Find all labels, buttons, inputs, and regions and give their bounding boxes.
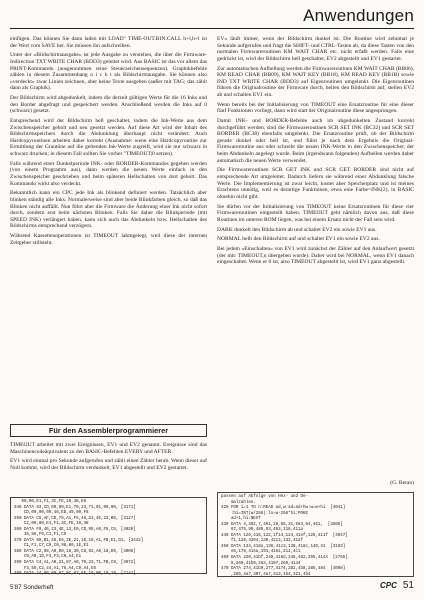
paragraph: Unter der »Bildschirmausgabe« ist jede Ausgabe zu verstehen, die über die Firmware-Indirection TXT WRITE CHAR (BDD3) geleitet wird. Aus BASIC ist das vor allem das PRINT-Kommando (ausgenommen reine Steuerzeichensequenzen). Graphikbefehle zählen in diesem Zusammenhang n i c h t als Bildschirmausgabe. Sie können also »verdeckt« zwar Linien zeichnen, aber keine Texte ausgeben (außer mit TAG; das zählt dann als Graphik). bbox=[10, 52, 207, 92]
paragraph: EV1 wird einmal pro Sekunde aufgerufen und zählt einen Zähler herab. Wenn dieser auf Null kommt, wird der Bildschirm verdunkelt, EV1 abgestellt und EV2 gestartet. bbox=[10, 458, 207, 471]
listing-line: 35,85,F0,C1,F1,C9 bbox=[14, 533, 67, 538]
listing-line: ,296,4a7,307,4a7,313,4b4,321,4b4 bbox=[221, 572, 311, 577]
paragraph: TIMEOUT arbeitet mit zwei Ereignissen, EV1 und EV2 genannt. Ereignisse sind das Maschinencodeäquivalent zu den BASIC-Befehlen EVERY und AFTER. bbox=[10, 442, 207, 455]
listing-line: 00,00,E1,F1,3C,FE,10,38,E6 bbox=[14, 500, 87, 504]
listing-line: ad+1,hi:NEXT bbox=[221, 517, 261, 522]
listing-line: C2,00,00,E1,F1,3C,FE,10,38 bbox=[14, 522, 89, 527]
paragraph: Der Bildschirm wird abgedunkelt, indem die derzeit gültigen Werte für die 16 Inks und den Border abgefragt und gespeichert werden. Anschließend werden die Inks auf 0 (schwarz) gesetzt. bbox=[10, 95, 207, 115]
listing-line: C1,F1,C7,C9,C0,98,80,1E,E1 bbox=[14, 544, 89, 549]
listing-line: 8,260,41b9,263,4107,269,4144 bbox=[221, 561, 301, 566]
paragraph: NORMAL hellt den Bildschirm auf und schaltet EV1 ein sowie EV2 aus. bbox=[217, 236, 380, 243]
author-signature: (G. Beran) bbox=[390, 480, 414, 486]
code-listing-left bbox=[10, 497, 207, 577]
paragraph: Sie dürfen vor der Initialisierung von TIMEOUT keine Ersatzroutinen für diese vier Firmwareroutinen eingestellt haben. TIMEOUT geht nämlich davon aus, daß diese Routinen im unteren ROM liegen, was bei einem Ersatz nicht der Fall sein wird. bbox=[217, 203, 414, 223]
paragraph: Bekanntlich kann ein CPC jede Ink als blinkend definiert werden. Tatsächlich aber blinken ständig alle Inks. Normalerweise sind aber beide Blinkfarben gleich, so daß das Blinken nicht auffällt. Nun führt aber die Firmware die Änderung einer Ink nicht sofort durch, sondern erst beim nächsten Blinken. Falls Sie daher die Blinkperiode (mit SPEED INK) verlängert haben, kann sich auch das Abdunkeln bzw. Hellschalten des Bildschirms entsprechend verzögern. bbox=[10, 190, 207, 230]
listing-line: 380 DATA C2,98,A0,D0,18,30,C8,92,A0,18,D6, [4005] bbox=[14, 549, 136, 554]
listing-line: 420 FOR i=1 TO n:READ ad,w:ad=ad+hw:w=w+hi [4041] bbox=[221, 506, 346, 511]
listing-line: 390 DATA C4,A1,A0,21,87,A0,70,23,71,FB,C9, [3072] bbox=[14, 561, 136, 566]
listing-line: C9,A0,1D,F3,F3,C0,A4,E1 bbox=[14, 555, 82, 560]
listing-line: 430 DATA 4,492,7,461,28,65,31,663,64,461, [3505] bbox=[221, 522, 343, 527]
section-box-title: Für den Assemblerprogrammierer bbox=[10, 424, 207, 437]
paragraph: DARK dunkelt den Bildschirm ab und schaltet EV2 ein sowie EV1 aus. bbox=[217, 226, 377, 233]
paragraph: Die Firmwareroutinen SCR GET INK und SCR GET BORDER sind nicht auf entsprechende Art umgeleitet. Dadurch liefern sie während einer Abdunklung falsche Werte. Die Implementierung ist zwar leicht, kostet aber Speicherplatz und ist meines Erachtens unnötig, weil es derartige Funktionen, etwa eine Farbe=INK(2), in BASIC ohnehin nicht gibt. bbox=[217, 167, 414, 200]
paragraph: Zur automatischen Aufhellung werden die Firmwareroutinen KM WAIT CHAR (BB06), KM READ CHAR (BB09), KM WAIT KEY (BB18), KM READ KEY (BB1B) sowie IND TXT WRITE CHAR (BDD3) auf Eigenroutinen umgelenkt. Die Eigenroutinen führen die Originalroutine der Firmware durch, hellen den Bildschirm auf, stellen EV2 ab und schalten EV1 ein. bbox=[217, 65, 414, 98]
code-listing-right bbox=[217, 492, 414, 577]
listing-line: 450 DATA 134,418a,136,41c3,138,418c,140,41 [3193] bbox=[221, 544, 346, 549]
paragraph: Falls während einer Dunkelperiode INK- oder BORDER-Kommandos gegeben werden (von einem Programm aus), dann werden die neuen Werte einfach in den Zwischenspeicher geschrieben und beim späteren Hellschalten von dort geholt. Das Kommando wirkt also verdeckt. bbox=[10, 160, 207, 187]
listing-line: e5,178,414a,191,4161,212,4c1 bbox=[221, 550, 301, 555]
header-rule bbox=[10, 28, 414, 29]
paragraph: einfügen. Das können Sie dann laden mit LOAD" TIME-OUT.BIN:CALL h+l,h+l ist der Wert vom SAVE her. Sie müssen ihn aufschreiben. bbox=[10, 36, 207, 49]
listing-line: 360 DATA F0,46,23,4E,13,E0,CD,95,A0,F5,C5, [4020] bbox=[14, 527, 136, 532]
paragraph: Wenn bereits bei der Initialisierung von TIMEOUT eine Ersatzroutine für eine dieser fünf Funktionen vorliegt, dann wird statt der Originalroutine diese angesprungen. bbox=[217, 101, 414, 115]
listing-line: 370 DATA 89,B1,46,E6,2E,21,10,18,A1,FB,E1,D1, [3442] bbox=[14, 538, 144, 543]
issue-label: 5'87 Sonderheft bbox=[10, 584, 54, 591]
right-column bbox=[217, 36, 414, 269]
listing-line: 340 DATA 83,CD,00,00,E1,70,23,71,01,00,00, [3171] bbox=[14, 505, 136, 510]
cpc-logo: CPC bbox=[379, 581, 397, 590]
listing-line: 440 DATA 120,416,122,1f14,124,41ef,126,411f [4047] bbox=[221, 533, 348, 538]
paragraph: Entsprechend wird der Bildschirm hell geschaltet, indem die Ink-Werte aus dem Zwischenspeicher geholt und neu gesetzt werden. Auf diese Art wird der Inhalt des Bildschirmspeichers durch die Abdunklung überhaupt nicht verändert. Auch Hardcopyroutinen arbeiten daher korrekt (Ausnahme: wenn eine Hardcopyroutine zur Ermittlung der Grautöne auf die geltenden Ink-Werte zugreift, wird sie nur schwarz in schwarz drucken; in diesem Fall sollten Sie vorher "TIMEOUT|0 setzen). bbox=[10, 118, 207, 158]
listing-line: :hi=INT(w/256):lo=w-256*hi:POKE bbox=[221, 511, 308, 516]
listing-line: CD,00,00,09,46,ED,49,09,F8 bbox=[14, 511, 89, 516]
paragraph: EV« läuft immer, wenn der Bildschirm dunkel ist. Die Routine wird zehnmal je Sekunde aufgerufen und fragt die SHIFT- und CTRL-Tasten ab, da diese Tasten von den normalen Firmwareroutinen KM WAIT CHAR etc. nicht erfaßt werden. Falls eine gedrückt ist, wird der Bildschirm hell geschaltet, EV2 abgestellt und EV1 gestartet. bbox=[217, 36, 414, 62]
listing-line: passen auf Abfolge von Hex- und De- bbox=[221, 495, 308, 499]
listing-line: 470 DATA 274,41b9,277,4174,282,4b8,285,484 [4098] bbox=[221, 567, 346, 572]
paragraph: Damit INK- und BORDER-Befehle auch im abgedunkelten Zustand korrekt durchgeführt werden, sind die Firmwareroutinen SCR SET INK (BC32) und SCR SET BORDER (BC38) ebenfalls umgelenkt. Die Ersatzroutine prüft, ob der Bildschirm gerade dunkel oder hell ist, und führt je nach dem Ergebnis die Original-Firmwareroutine aus oder schreibt die neuen INK-Werte in den Zwischenspeicher, der beim Abdunkeln angelegt wurde. Beim (irgendwann folgenden) Aufhellen werden daher automatisch die neuen Werte verwendet. bbox=[217, 118, 414, 164]
listing-line: 460 DATA 220,41bf,240,416d,245,482,255,4144 [2765] bbox=[221, 556, 348, 561]
listing-line: 350 DATA C5,AF,CD,75,A1,F5,46,23,4E,23,B5, [3127] bbox=[14, 516, 136, 521]
paragraph: Während Kassettenoperationen ist TIMEOUT lahmgelegt, weil diese der internen Zeitgeber stillsteht. bbox=[10, 233, 207, 246]
assembler-intro bbox=[10, 442, 207, 474]
listing-line: 400 DATA 24,00,00,87,0C,87,5F,16,00,19,18, [2142] bbox=[14, 572, 136, 577]
listing-line: F3,55,C2,44,A1,76,A4,C9,A4,E6 bbox=[14, 566, 96, 571]
page-number: 51 bbox=[402, 580, 414, 591]
left-column bbox=[10, 36, 207, 250]
listing-line: 67,475,90,489,93,463,118,411a bbox=[221, 528, 303, 533]
footer-right bbox=[380, 580, 414, 591]
paragraph: Bei jedem »Einschalten« von EV1 wird zunächst der Zähler auf den Anlaufwert gesetzt (der mit: TIMEOUT,n übergeben wurde). Daher wird bei NORMAL, wenn EV1 danach eingeschaltet. Wenn er 0 ist, also TIMEOUT abgestellt ist, wird EV1 ganz abgestellt. bbox=[217, 246, 414, 266]
section-header-title: Anwendungen bbox=[303, 6, 414, 25]
listing-line: f1,128,4204,130,4213,132,41af bbox=[221, 539, 303, 544]
listing-line: malzahlen. bbox=[221, 500, 256, 505]
